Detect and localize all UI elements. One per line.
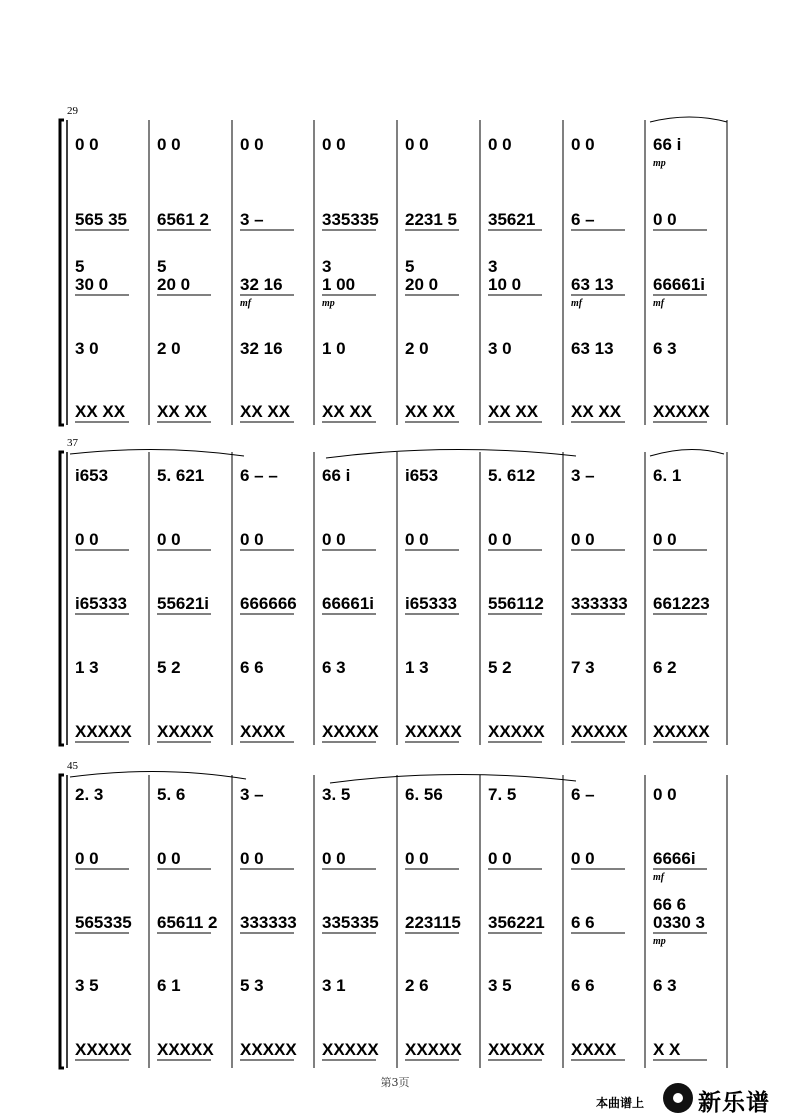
credit-text: 本曲谱上 (596, 1096, 645, 1110)
phrase-slur (70, 771, 246, 779)
measure-notes: 6. 1 (653, 466, 682, 485)
measure-notes: 2 6 (405, 976, 429, 995)
measure-notes: 5. 612 (488, 466, 536, 485)
chord-note: 5 (75, 257, 85, 276)
measure-notes: 6 – (571, 785, 595, 804)
measure-notes: 2231 5 (405, 210, 457, 229)
measure-notes: 0 0 (571, 849, 595, 868)
measure-notes: 32 16 (240, 339, 283, 358)
measure-notes: 3 – (571, 466, 595, 485)
measure-notes: 0 0 (571, 135, 595, 154)
measure-notes: 1 3 (75, 658, 99, 677)
measure-notes: 0 0 (157, 135, 181, 154)
measure-notes: i653 (405, 466, 439, 485)
measure-notes: 2. 3 (75, 785, 104, 804)
measure-notes: 35621 (488, 210, 536, 229)
measure-notes: 63 13 (571, 275, 614, 294)
measure-notes: 66 i (322, 466, 351, 485)
measure-notes: XXXX (571, 1040, 617, 1059)
system-bracket (60, 452, 64, 745)
phrase-slur (650, 449, 724, 456)
measure-notes: 7. 5 (488, 785, 517, 804)
measure-notes: 6561 2 (157, 210, 209, 229)
measure-notes: 0 0 (488, 135, 512, 154)
measure-notes: 0 0 (653, 210, 677, 229)
measure-notes: 66661i (322, 594, 374, 613)
measure-notes: 5 2 (157, 658, 181, 677)
dynamic-marking: mp (322, 298, 335, 309)
dynamic-marking: mf (653, 872, 665, 883)
measure-notes: 0 0 (571, 530, 595, 549)
measure-number: 45 (67, 760, 78, 772)
chord-note: 3 (322, 257, 332, 276)
measure-number: 29 (67, 105, 78, 117)
measure-notes: 556112 (488, 594, 544, 613)
measure-notes: i653 (75, 466, 109, 485)
measure-notes: XX XX (157, 402, 208, 421)
measure-notes: 0 0 (405, 530, 429, 549)
measure-notes: 6 6 (571, 913, 595, 932)
measure-notes: i65333 (75, 594, 127, 613)
measure-notes: 6 2 (653, 658, 677, 677)
measure-notes: 0 0 (240, 530, 264, 549)
measure-notes: 0 0 (653, 530, 677, 549)
system-bracket (60, 120, 64, 425)
measure-notes: 223115 (405, 913, 461, 932)
measure-notes: XX XX (571, 402, 622, 421)
measure-notes: 3 – (240, 210, 264, 229)
measure-notes: 565335 (75, 913, 132, 932)
measure-notes: 0 0 (322, 849, 346, 868)
measure-notes: XX XX (322, 402, 373, 421)
measure-notes: 0 0 (405, 135, 429, 154)
measure-notes: 3 – (240, 785, 264, 804)
phrase-slur (70, 449, 244, 456)
vinyl-record-logo-icon (663, 1083, 693, 1113)
measure-notes: 0 0 (488, 530, 512, 549)
measure-notes: 6 – (571, 210, 595, 229)
measure-notes: XXXXX (405, 722, 462, 741)
measure-number: 37 (67, 437, 78, 449)
measure-notes: 1 3 (405, 658, 429, 677)
measure-notes: 3 5 (488, 976, 512, 995)
measure-notes: 0 0 (75, 135, 99, 154)
measure-notes: XXXXX (488, 722, 545, 741)
measure-notes: 666666 (240, 594, 297, 613)
measure-notes: XXXXX (653, 402, 710, 421)
measure-notes: 65611 2 (157, 913, 218, 932)
measure-notes: 5. 621 (157, 466, 205, 485)
measure-notes: 335335 (322, 210, 379, 229)
measure-notes: 6. 56 (405, 785, 443, 804)
measure-notes: XXXXX (571, 722, 628, 741)
measure-notes: 66 i (653, 135, 682, 154)
measure-notes: 0 0 (157, 530, 181, 549)
measure-notes: XXXXX (322, 1040, 379, 1059)
measure-notes: 30 0 (75, 275, 109, 294)
measure-notes: 0330 3 (653, 913, 705, 932)
measure-notes: 3 0 (488, 339, 512, 358)
chord-note: 66 6 (653, 895, 687, 914)
dynamic-marking: mf (653, 298, 665, 309)
dynamic-marking: mf (571, 298, 583, 309)
measure-notes: XX XX (240, 402, 291, 421)
measure-notes: XXXXX (240, 1040, 297, 1059)
measure-notes: 32 16 (240, 275, 283, 294)
measure-notes: 0 0 (240, 849, 264, 868)
measure-notes: XXXXX (75, 1040, 132, 1059)
measure-notes: 10 0 (488, 275, 522, 294)
brand-logo-text: 新乐谱 (698, 1090, 770, 1116)
measure-notes: 1 00 (322, 275, 356, 294)
measure-notes: 20 0 (405, 275, 439, 294)
measure-notes: 6 6 (240, 658, 264, 677)
measure-notes: 2 0 (405, 339, 429, 358)
phrase-slur (650, 117, 727, 122)
measure-notes: 6 3 (653, 339, 677, 358)
measure-notes: 1 0 (322, 339, 346, 358)
measure-notes: XXXXX (322, 722, 379, 741)
measure-notes: XXXXX (157, 722, 214, 741)
measure-notes: XXXXX (75, 722, 132, 741)
measure-notes: 335335 (322, 913, 379, 932)
measure-notes: 5 2 (488, 658, 512, 677)
measure-notes: 6 3 (653, 976, 677, 995)
measure-notes: 0 0 (75, 849, 99, 868)
measure-notes: 3. 5 (322, 785, 351, 804)
measure-notes: XX XX (488, 402, 539, 421)
page-number: 第3页 (380, 1076, 410, 1089)
phrase-slur (330, 774, 576, 783)
measure-notes: 6666i (653, 849, 696, 868)
measure-notes: X X (653, 1040, 681, 1059)
measure-notes: XXXXX (488, 1040, 545, 1059)
measure-notes: 6 6 (571, 976, 595, 995)
measure-notes: 6 3 (322, 658, 346, 677)
measure-notes: 565 35 (75, 210, 127, 229)
measure-notes: XX XX (405, 402, 456, 421)
measure-notes: 55621i (157, 594, 209, 613)
measure-notes: XXXX (240, 722, 286, 741)
chord-note: 5 (405, 257, 415, 276)
dynamic-marking: mp (653, 936, 666, 947)
measure-notes: XX XX (75, 402, 126, 421)
measure-notes: XXXXX (157, 1040, 214, 1059)
measure-notes: XXXXX (653, 722, 710, 741)
measure-notes: 66661i (653, 275, 705, 294)
chord-note: 3 (488, 257, 498, 276)
measure-notes: 0 0 (322, 530, 346, 549)
measure-notes: 661223 (653, 594, 710, 613)
measure-notes: XXXXX (405, 1040, 462, 1059)
measure-notes: 2 0 (157, 339, 181, 358)
measure-notes: 333333 (571, 594, 628, 613)
measure-notes: 3 1 (322, 976, 346, 995)
measure-notes: 63 13 (571, 339, 614, 358)
measure-notes: 0 0 (75, 530, 99, 549)
measure-notes: 3 5 (75, 976, 99, 995)
phrase-slur (326, 449, 576, 458)
measure-notes: 333333 (240, 913, 297, 932)
measure-notes: 0 0 (157, 849, 181, 868)
chord-note: 5 (157, 257, 167, 276)
measure-notes: 6 – – (240, 466, 278, 485)
measure-notes: 0 0 (322, 135, 346, 154)
measure-notes: 3 0 (75, 339, 99, 358)
measure-notes: 6 1 (157, 976, 181, 995)
measure-notes: 5. 6 (157, 785, 186, 804)
measure-notes: 7 3 (571, 658, 595, 677)
measure-notes: 5 3 (240, 976, 264, 995)
measure-notes: 0 0 (240, 135, 264, 154)
measure-notes: i65333 (405, 594, 457, 613)
measure-notes: 20 0 (157, 275, 191, 294)
measure-notes: 356221 (488, 913, 545, 932)
system-bracket (60, 775, 64, 1068)
measure-notes: 0 0 (488, 849, 512, 868)
measure-notes: 0 0 (653, 785, 677, 804)
dynamic-marking: mp (653, 158, 666, 169)
dynamic-marking: mf (240, 298, 252, 309)
measure-notes: 0 0 (405, 849, 429, 868)
